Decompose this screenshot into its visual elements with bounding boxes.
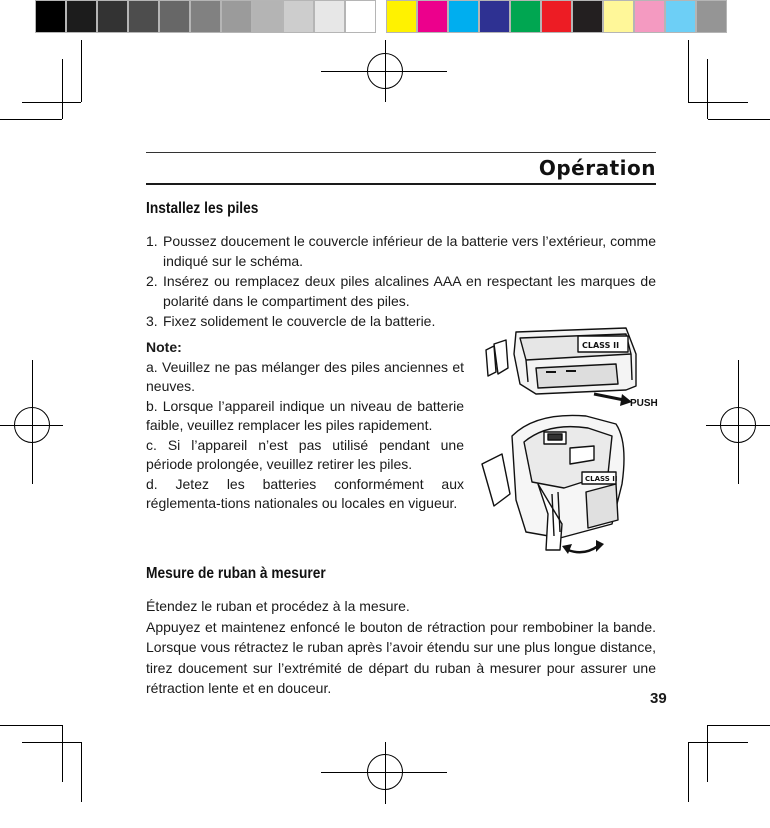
step-text: Poussez doucement le couvercle inférieur de la batterie vers l’extérieur, comme indiqué sur le schéma. <box>163 233 656 269</box>
tape-paragraph: Étendez le ruban et procédez à la mesure. <box>146 598 410 614</box>
step-number: 2. <box>146 273 158 289</box>
color-swatch <box>541 0 572 33</box>
step-item <box>146 231 656 271</box>
step-item <box>146 271 656 311</box>
color-swatch <box>221 0 252 33</box>
color-bar-gap <box>376 0 386 33</box>
note-item: a. Veuillez ne pas mélanger des piles anciennes et neuves. <box>146 358 464 394</box>
crop-mark <box>708 119 770 120</box>
color-swatch <box>448 0 479 33</box>
crop-mark <box>688 102 748 103</box>
color-swatch <box>634 0 665 33</box>
color-swatch <box>159 0 190 33</box>
install-heading: Installez les piles <box>146 200 259 217</box>
step-number: 3. <box>146 313 158 329</box>
note-item: b. Lorsque l’appareil indique un niveau de batterie faible, veuillez remplacer les piles rapidement. <box>146 397 464 433</box>
note-block <box>146 338 464 514</box>
install-steps <box>146 231 656 331</box>
crop-mark <box>688 742 689 802</box>
crop-mark <box>708 725 770 726</box>
note-label: Note: <box>146 339 182 355</box>
crop-mark <box>707 725 708 782</box>
color-swatch <box>35 0 66 33</box>
step-text: Insérez ou remplacez deux piles alcalines AAA en respectant les marques de polarité dans le compartiment des piles. <box>163 273 656 309</box>
crop-mark <box>62 725 63 782</box>
tape-heading: Mesure de ruban à mesurer <box>146 565 326 582</box>
color-swatch <box>283 0 314 33</box>
class-label-bottom: CLASS II <box>585 475 618 483</box>
tape-paragraph: Appuyez et maintenez enfoncé le bouton de rétraction pour rembobiner la bande. Lorsque vous rétractez le ruban après l’avoir étendu sur une plus longue distance, tirez doucement sur l’extrémité de départ du ruban à mesurer pour assurer une rétraction lente et en douceur. <box>146 618 656 696</box>
note-item: d. Jetez les batteries conformément aux réglementa-tions nationales ou locales en vigueur. <box>146 475 464 511</box>
crop-mark <box>81 742 82 802</box>
crop-mark <box>81 40 82 102</box>
crop-mark <box>0 119 62 120</box>
battery-cover-illustration <box>476 324 666 560</box>
section-title: Opération <box>538 156 656 180</box>
color-swatch <box>510 0 541 33</box>
crop-mark <box>688 40 689 102</box>
step-number: 1. <box>146 233 158 249</box>
color-swatch <box>314 0 345 33</box>
color-swatch <box>665 0 696 33</box>
color-swatch <box>345 0 376 33</box>
page-number: 39 <box>650 690 667 707</box>
color-swatch <box>386 0 417 33</box>
color-swatch <box>190 0 221 33</box>
crop-mark <box>707 59 708 119</box>
note-item: c. Si l’appareil n’est pas utilisé pendant une période prolongée, veuillez retirer les piles. <box>146 436 464 472</box>
color-swatch <box>417 0 448 33</box>
class-label-top: CLASS II <box>582 341 620 350</box>
color-swatch <box>696 0 727 33</box>
header-rule-bottom <box>146 183 656 185</box>
crop-mark <box>62 59 63 119</box>
tape-paragraphs <box>146 596 656 699</box>
color-swatch <box>97 0 128 33</box>
color-swatch <box>252 0 283 33</box>
color-calibration-bar <box>35 0 727 33</box>
color-swatch <box>572 0 603 33</box>
step-text: Fixez solidement le couvercle de la batterie. <box>163 313 436 329</box>
header-rule-top <box>146 152 656 153</box>
crop-mark <box>22 742 81 743</box>
color-swatch <box>128 0 159 33</box>
color-swatch <box>66 0 97 33</box>
color-swatch <box>479 0 510 33</box>
crop-mark <box>22 102 81 103</box>
push-label: PUSH <box>630 398 658 409</box>
crop-mark <box>0 725 62 726</box>
color-swatch <box>603 0 634 33</box>
crop-mark <box>688 742 748 743</box>
